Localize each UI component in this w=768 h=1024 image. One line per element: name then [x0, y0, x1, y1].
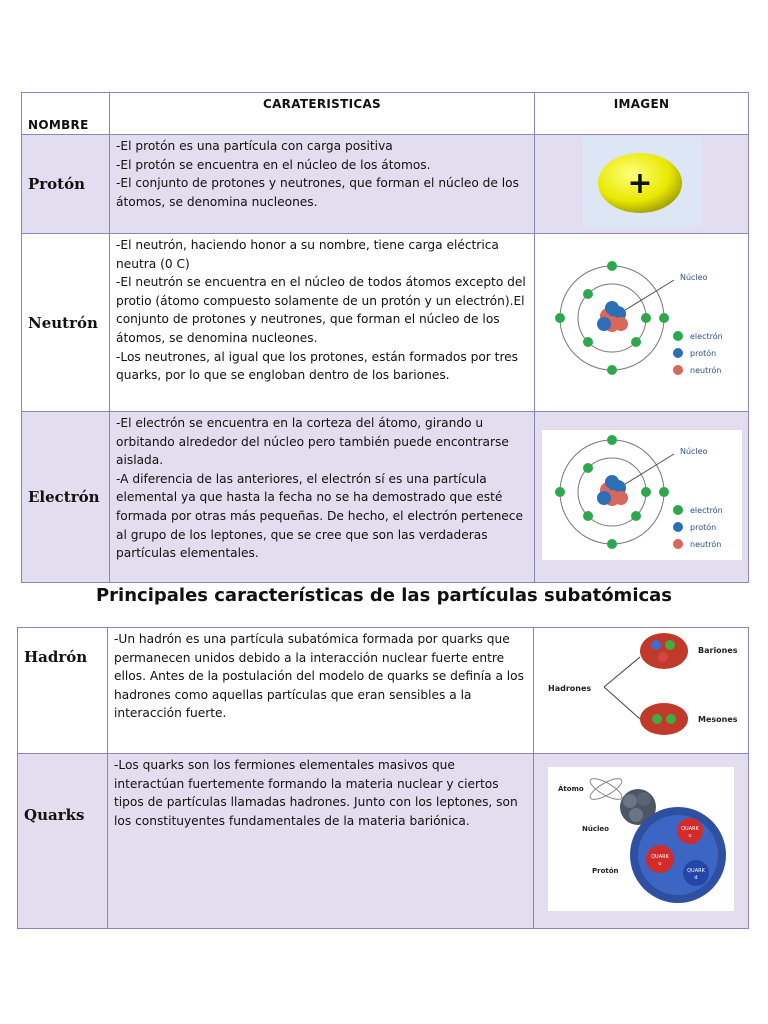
- particle-image: [535, 412, 749, 583]
- plus-symbol: +: [626, 166, 653, 201]
- proton-legend: protón: [689, 348, 716, 358]
- particle-image: [535, 234, 749, 412]
- particles-table: [21, 92, 749, 583]
- particle-image: [535, 135, 749, 234]
- proton-plus-icon: [582, 137, 702, 227]
- quark-diagram-icon: [548, 767, 734, 911]
- nucleus-label: Núcleo: [679, 272, 707, 282]
- description-line: -El neutrón, haciendo honor a su nombre, tiene carga eléctrica neutra (0 C): [116, 238, 499, 271]
- hadrons-table: [17, 627, 749, 929]
- description-line: -El neutrón se encuentra en el núcleo de todos átomos excepto del protio (átomo compuesto solamente de un protón y un electrón).El conjunto de protones y neutrones, que forman el núcleo de los átomos, se denomina nucleones.: [116, 275, 526, 345]
- quark-label: QUARK: [687, 868, 705, 874]
- atom-label: Átomo: [558, 785, 584, 793]
- baryons-label: Bariones: [698, 645, 738, 655]
- nucleus-label: Núcleo: [582, 825, 609, 833]
- table-row: [22, 234, 749, 412]
- header-name: NOMBRE: [22, 93, 110, 135]
- particle-description: [110, 412, 535, 583]
- proton-label: Protón: [592, 867, 619, 875]
- proton-legend: protón: [689, 523, 716, 532]
- quark-label: QUARK: [651, 854, 669, 860]
- description-line: -El protón se encuentra en el núcleo de los átomos.: [116, 157, 431, 172]
- table-header-row: [22, 93, 749, 135]
- table-row: [18, 754, 749, 929]
- header-image: IMAGEN: [535, 93, 749, 135]
- description-line: -A diferencia de las anteriores, el electrón sí es una partícula elemental ya que hasta la fecha no se ha demostrado que esté formada por otras más pequeñas. De hecho, el electrón pertenece al grupo de los leptones, que se cree que son las verdaderas partículas elementales.: [116, 471, 523, 561]
- quark-u-label: u: [688, 833, 692, 839]
- particle-name: Protón: [22, 135, 110, 234]
- description-line: -Los neutrones, al igual que los protones, están formados por tres quarks, por lo que se engloban dentro de los bariones.: [116, 349, 519, 383]
- particle-name: Hadrón: [18, 628, 108, 754]
- header-features: CARATERISTICAS: [110, 93, 535, 135]
- electron-legend: electrón: [689, 506, 723, 515]
- atom-diagram-icon: [542, 256, 742, 386]
- particle-name: Electrón: [22, 412, 110, 583]
- hadrons-label: Hadrones: [548, 683, 592, 693]
- particle-description: [108, 754, 534, 929]
- particle-image: [534, 628, 749, 754]
- atom-diagram-icon: [542, 430, 742, 560]
- electron-legend: electrón: [689, 331, 723, 341]
- hadron-diagram-icon: [536, 629, 746, 749]
- neutron-legend: neutrón: [689, 365, 721, 375]
- description-line: -El protón es una partícula con carga positiva: [116, 139, 393, 153]
- particle-description: [110, 234, 535, 412]
- table-row: [22, 135, 749, 234]
- particle-name: Quarks: [18, 754, 108, 929]
- table-row: [22, 412, 749, 583]
- page-title: Principales características de las partículas subatómicas: [95, 585, 673, 606]
- description-line: -Los quarks son los fermiones elementales masivos que interactúan fuertemente formando la materia nuclear y ciertos tipos de partículas llamadas hadrones. Junto con los leptones, son los constituyentes fundamentales de la materia bariónica.: [114, 758, 518, 828]
- particle-description: [108, 628, 534, 754]
- description-line: -Un hadrón es una partícula subatómica formada por quarks que permanecen unidos debido a la interacción nuclear fuerte entre ellos. Antes de la postulación del modelo de quarks se definía a los hadrones como aquellas partículas que eran sensibles a la interacción fuerte.: [114, 632, 524, 721]
- nucleus-label: Núcleo: [679, 447, 707, 456]
- particle-image: [534, 754, 749, 929]
- quark-u-label: u: [658, 861, 662, 867]
- mesons-label: Mesones: [698, 714, 738, 724]
- description-line: -El conjunto de protones y neutrones, que forman el núcleo de los átomos, se denomina nucleones.: [116, 176, 519, 209]
- table-row: [18, 628, 749, 754]
- quark-d-label: d: [694, 875, 698, 881]
- particle-description: [110, 135, 535, 234]
- neutron-legend: neutrón: [689, 540, 721, 549]
- description-line: -El electrón se encuentra en la corteza del átomo, girando u orbitando alrededor del núcleo pero también puede encontrarse aislada.: [116, 416, 509, 468]
- particle-name: Neutrón: [22, 234, 110, 412]
- quark-label: QUARK: [681, 826, 699, 832]
